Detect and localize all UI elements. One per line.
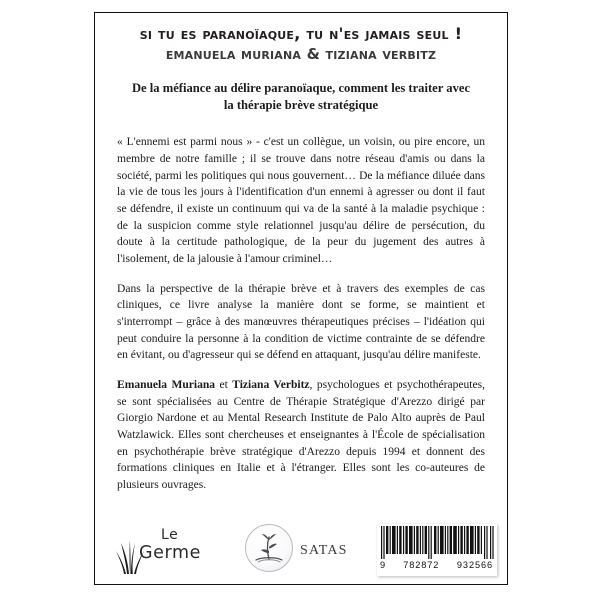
satas-seedling-disc-icon <box>246 525 292 571</box>
blurb-paragraph: Dans la perspective de la thérapie brève et à travers des exemples de cas cliniques, ce livre analyse la manière dont se forme, se maintient et s'interrompt – grâce à des manœuvres thérapeutiques précises – l'idéation qui peut conduire la personne à la condition de victime contrainte de se défendre en évitant, ou d'agresseur qui se défend en attaquant, jusqu'au délire manifeste. <box>117 282 485 362</box>
isbn-lead-digit: 9 <box>380 560 386 570</box>
book-back-cover <box>94 12 508 585</box>
page-title: si tu es paranoïaque, tu n'es jamais seul ! <box>139 24 463 43</box>
publisher-name-line-one: Le <box>161 527 179 543</box>
publisher-logo-le-germe <box>115 526 219 576</box>
authors-line: emanuela muriana & tiziana verbitz <box>165 44 437 63</box>
blurb-paragraph: « L'ennemi est parmi nous » - c'est un collègue, un voisin, ou pire encore, un membre de notre famille ; il se trouve dans notre réseau d'amis ou dans la société, parmi les politiques qui nous gouvernent… De la méfiance diluée dans la vie de tous les jours à l'identification d'un ennemi à agresser ou dont il faut se défendre, il existe un continuum qui va de la santé à la maladie psychique : de la suspicion comme style relationnel jusqu'au délire de persécution, du doute à la certitude pathologique, de la peur du jugement des autres à l'isolement, de la jalousie à l'amour criminel… <box>117 136 485 265</box>
satas-disc <box>245 524 293 572</box>
author-bio-paragraph <box>117 377 485 494</box>
subtitle: De la méfiance au délire paranoïaque, comment les traiter avec la thérapie brève stratégique <box>131 80 471 112</box>
bio-connector: et <box>215 379 233 391</box>
publisher-footer <box>95 512 507 584</box>
bio-rest: , psychologues et psychothérapeutes, se sont spécialisées au Centre de Thérapie Stratégique d'Arezzo dirigé par Giorgio Nardone et au Mental Research Institute de Palo Alto auprès de Paul Watzlawick. Elles sont chercheuses et enseignantes à l'École de spécialisation en psychothérapie brève stratégique d'Arezzo depuis 1994 et donnent des formations cliniques en Italie et à l'étranger. Elles sont les co-auteures de plusieurs ouvrages. <box>117 379 486 492</box>
barcode-bars <box>380 526 494 559</box>
bio-author-two: Tiziana Verbitz <box>232 379 310 391</box>
isbn-group-two: 932566 <box>456 560 493 570</box>
title-block <box>95 13 507 64</box>
publisher-name-satas: satas <box>300 536 348 559</box>
publisher-logo-satas <box>245 520 373 576</box>
bio-author-one: Emanuela Muriana <box>117 379 216 391</box>
isbn-digits <box>380 559 494 570</box>
isbn-barcode <box>377 524 497 576</box>
isbn-group-one: 782872 <box>403 560 440 570</box>
publisher-name-line-two: Germe <box>139 543 202 563</box>
blurb-text <box>117 134 485 493</box>
